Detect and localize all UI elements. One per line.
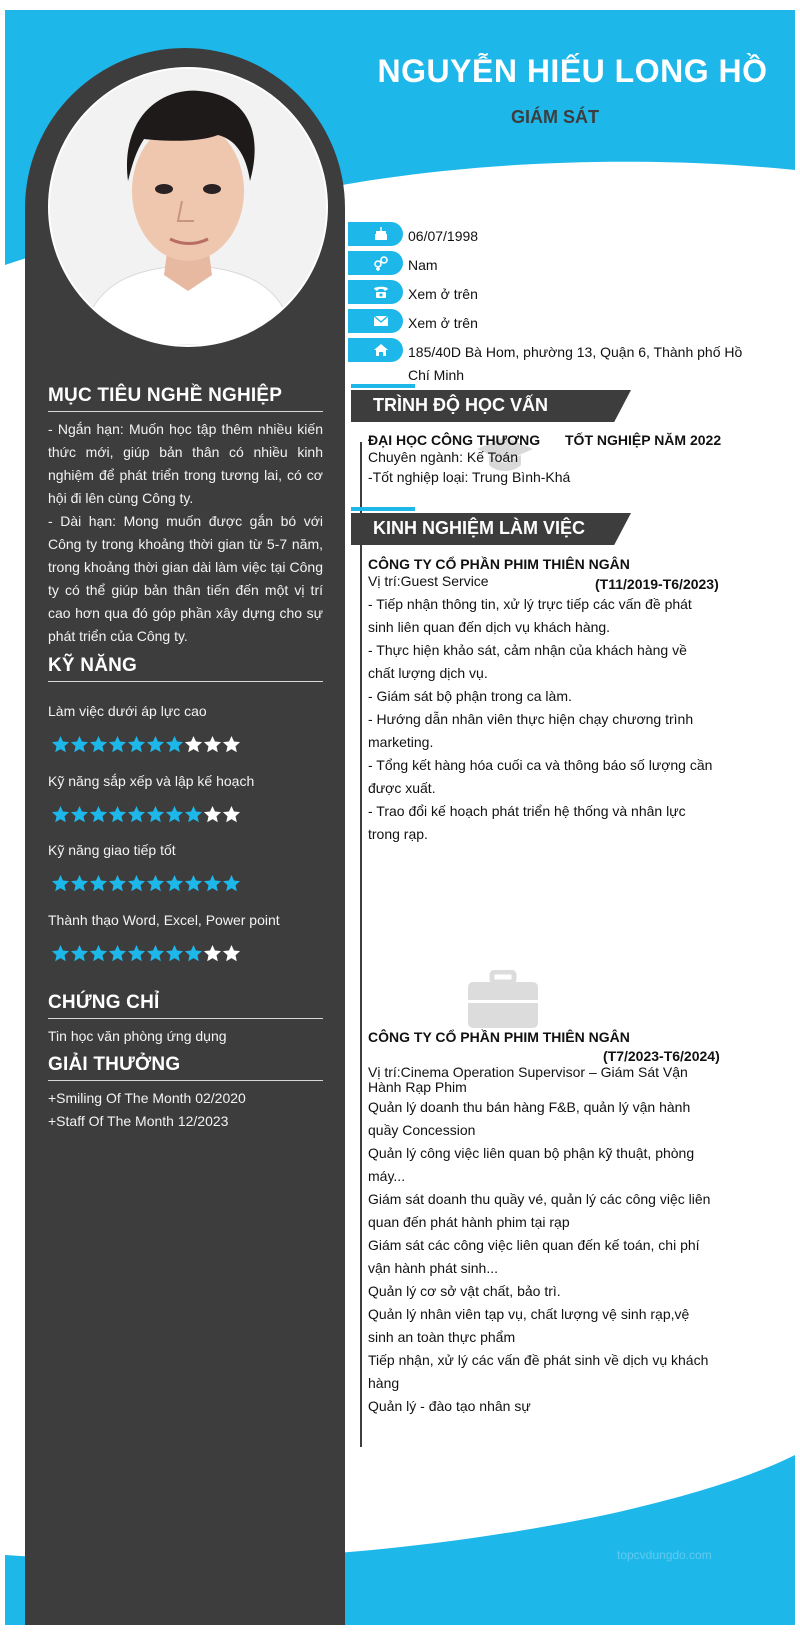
address-value: 185/40D Bà Hom, phường 13, Quận 6, Thành phố Hồ Chí Minh (408, 344, 743, 383)
skill-name: Làm việc dưới áp lực cao (48, 703, 207, 719)
star-filled-icon (146, 874, 165, 893)
home-icon (373, 342, 389, 358)
job-period: (T7/2023-T6/2024) (603, 1048, 720, 1064)
star-filled-icon (70, 805, 89, 824)
star-filled-icon (127, 735, 146, 754)
objective-title: MỤC TIÊU NGHỀ NGHIỆP (48, 385, 323, 412)
job-company: CÔNG TY CỔ PHẦN PHIM THIÊN NGÂN (368, 1029, 630, 1045)
certificate-item: Tin học văn phòng ứng dụng (48, 1028, 227, 1044)
profile-photo (48, 67, 328, 347)
star-filled-icon (184, 874, 203, 893)
star-empty-icon (222, 805, 241, 824)
job-position: Vị trí:Cinema Operation Supervisor – Giám Sát Vận Hành Rạp Phim (368, 1064, 688, 1095)
star-filled-icon (127, 874, 146, 893)
star-filled-icon (51, 735, 70, 754)
phone-icon (373, 284, 389, 300)
skill-rating (51, 874, 241, 894)
star-empty-icon (222, 944, 241, 963)
watermark: topcvdungdo.com (617, 1548, 712, 1562)
objective-short-term: - Ngắn hạn: Muốn học tập thêm nhiều kiến thức mới, giúp bản thân có nhiều kinh nghiệm để phát triển trong tương lai, có cơ hội đi lên cùng Công ty. (48, 421, 323, 506)
star-filled-icon (127, 805, 146, 824)
certificates-title: CHỨNG CHỈ (48, 992, 323, 1019)
awards-title: GIẢI THƯỞNG (48, 1054, 323, 1081)
job-position: Vị trí:Guest Service (368, 573, 489, 589)
cake-icon (373, 226, 389, 242)
star-filled-icon (184, 805, 203, 824)
job-duties (368, 593, 713, 846)
job-company: CÔNG TY CỔ PHẦN PHIM THIÊN NGÂN (368, 556, 630, 572)
star-filled-icon (146, 735, 165, 754)
contact-gender (348, 251, 768, 275)
star-filled-icon (146, 805, 165, 824)
skill-rating (51, 735, 241, 755)
experience-title: KINH NGHIỆM LÀM VIỆC (373, 518, 586, 538)
award-item: +Smiling Of The Month 02/2020 (48, 1090, 246, 1106)
star-filled-icon (51, 944, 70, 963)
star-filled-icon (127, 944, 146, 963)
star-filled-icon (51, 805, 70, 824)
education-school: ĐẠI HỌC CÔNG THƯƠNG (368, 432, 541, 448)
candidate-name: NGUYỄN HIẾU LONG HỒ (377, 53, 768, 89)
experience-header (351, 513, 631, 545)
duty-item: - Thực hiện khảo sát, cảm nhận của khách hàng về chất lượng dịch vụ. (368, 642, 687, 681)
skill-rating (51, 944, 241, 964)
star-filled-icon (51, 874, 70, 893)
gender-icon (373, 255, 389, 271)
star-filled-icon (108, 735, 127, 754)
duty-item: Tiếp nhận, xử lý các vấn đề phát sinh về dịch vụ khách hàng (368, 1352, 709, 1391)
star-filled-icon (108, 874, 127, 893)
duty-item: - Tiếp nhận thông tin, xử lý trực tiếp các vấn đề phát sinh liên quan đến dịch vụ khách hàng. (368, 596, 692, 635)
star-filled-icon (108, 805, 127, 824)
contact-email (348, 309, 768, 333)
duty-item: - Giám sát bộ phận trong ca làm. (368, 688, 572, 704)
star-filled-icon (184, 944, 203, 963)
star-filled-icon (89, 944, 108, 963)
star-filled-icon (89, 874, 108, 893)
mail-icon (373, 313, 389, 329)
education-graduation: TỐT NGHIỆP NĂM 2022 (565, 432, 722, 448)
duty-item: Quản lý doanh thu bán hàng F&B, quản lý vận hành quầy Concession (368, 1099, 691, 1138)
job-title: GIÁM SÁT (511, 107, 599, 127)
objective-text (48, 418, 323, 648)
duty-item: Quản lý cơ sở vật chất, bảo trì. (368, 1283, 561, 1299)
star-filled-icon (165, 874, 184, 893)
duty-item: Giám sát doanh thu quầy vé, quản lý các công việc liên quan đến phát hành phim tại rạp (368, 1191, 711, 1230)
star-filled-icon (89, 805, 108, 824)
skill-name: Kỹ năng sắp xếp và lập kế hoạch (48, 773, 255, 789)
star-empty-icon (203, 944, 222, 963)
star-filled-icon (203, 874, 222, 893)
skill-rating (51, 805, 241, 825)
contact-phone (348, 280, 768, 304)
star-empty-icon (203, 735, 222, 754)
job-period: (T11/2019-T6/2023) (595, 576, 719, 592)
phone-value: Xem ở trên (408, 286, 478, 302)
briefcase-icon (468, 970, 538, 1028)
star-filled-icon (70, 735, 89, 754)
duty-item: - Tổng kết hàng hóa cuối ca và thông báo số lượng cần được xuất. (368, 757, 713, 796)
gender-value: Nam (408, 257, 438, 273)
star-empty-icon (222, 735, 241, 754)
star-filled-icon (89, 735, 108, 754)
duty-item: Quản lý - đào tạo nhân sự (368, 1398, 531, 1414)
star-empty-icon (203, 805, 222, 824)
star-filled-icon (222, 874, 241, 893)
email-value: Xem ở trên (408, 315, 478, 331)
duty-item: - Hướng dẫn nhân viên thực hiện chạy chương trình marketing. (368, 711, 694, 750)
star-filled-icon (165, 735, 184, 754)
award-item: +Staff Of The Month 12/2023 (48, 1113, 229, 1129)
education-major: Chuyên ngành: Kế Toán (368, 449, 518, 465)
skill-name: Kỹ năng giao tiếp tốt (48, 842, 176, 858)
star-filled-icon (108, 944, 127, 963)
birthday-value: 06/07/1998 (408, 228, 479, 244)
job-duties (368, 1096, 713, 1418)
contact-address (348, 338, 768, 386)
star-filled-icon (70, 874, 89, 893)
star-empty-icon (184, 735, 203, 754)
star-filled-icon (165, 805, 184, 824)
duty-item: - Trao đổi kế hoạch phát triển hệ thống và nhân lực trong rạp. (368, 803, 686, 842)
skill-name: Thành thạo Word, Excel, Power point (48, 912, 280, 928)
education-grade: -Tốt nghiệp loại: Trung Bình-Khá (368, 469, 571, 485)
duty-item: Quản lý nhân viên tạp vụ, chất lượng vệ sinh rạp,vệ sinh an toàn thực phẩm (368, 1306, 690, 1345)
education-header (351, 390, 631, 422)
star-filled-icon (165, 944, 184, 963)
star-filled-icon (70, 944, 89, 963)
duty-item: Giám sát các công việc liên quan đến kế toán, chi phí vận hành phát sinh... (368, 1237, 700, 1276)
star-filled-icon (146, 944, 165, 963)
timeline-line (360, 442, 362, 1447)
objective-long-term: - Dài hạn: Mong muốn được gắn bó với Công ty trong khoảng thời gian từ 5-7 năm, trong khoảng thời gian dài làm việc tại Công ty có thể giúp bản thân tiến đến một vị trí cao hơn qua đó góp phần xây dựng cho sự phát triển của Công ty. (48, 513, 323, 644)
contact-birthday (348, 222, 768, 246)
cv-page (5, 10, 795, 1625)
education-title: TRÌNH ĐỘ HỌC VẤN (373, 395, 548, 415)
duty-item: Quản lý công việc liên quan bộ phận kỹ thuật, phòng máy... (368, 1145, 695, 1184)
skills-title: KỸ NĂNG (48, 655, 323, 682)
